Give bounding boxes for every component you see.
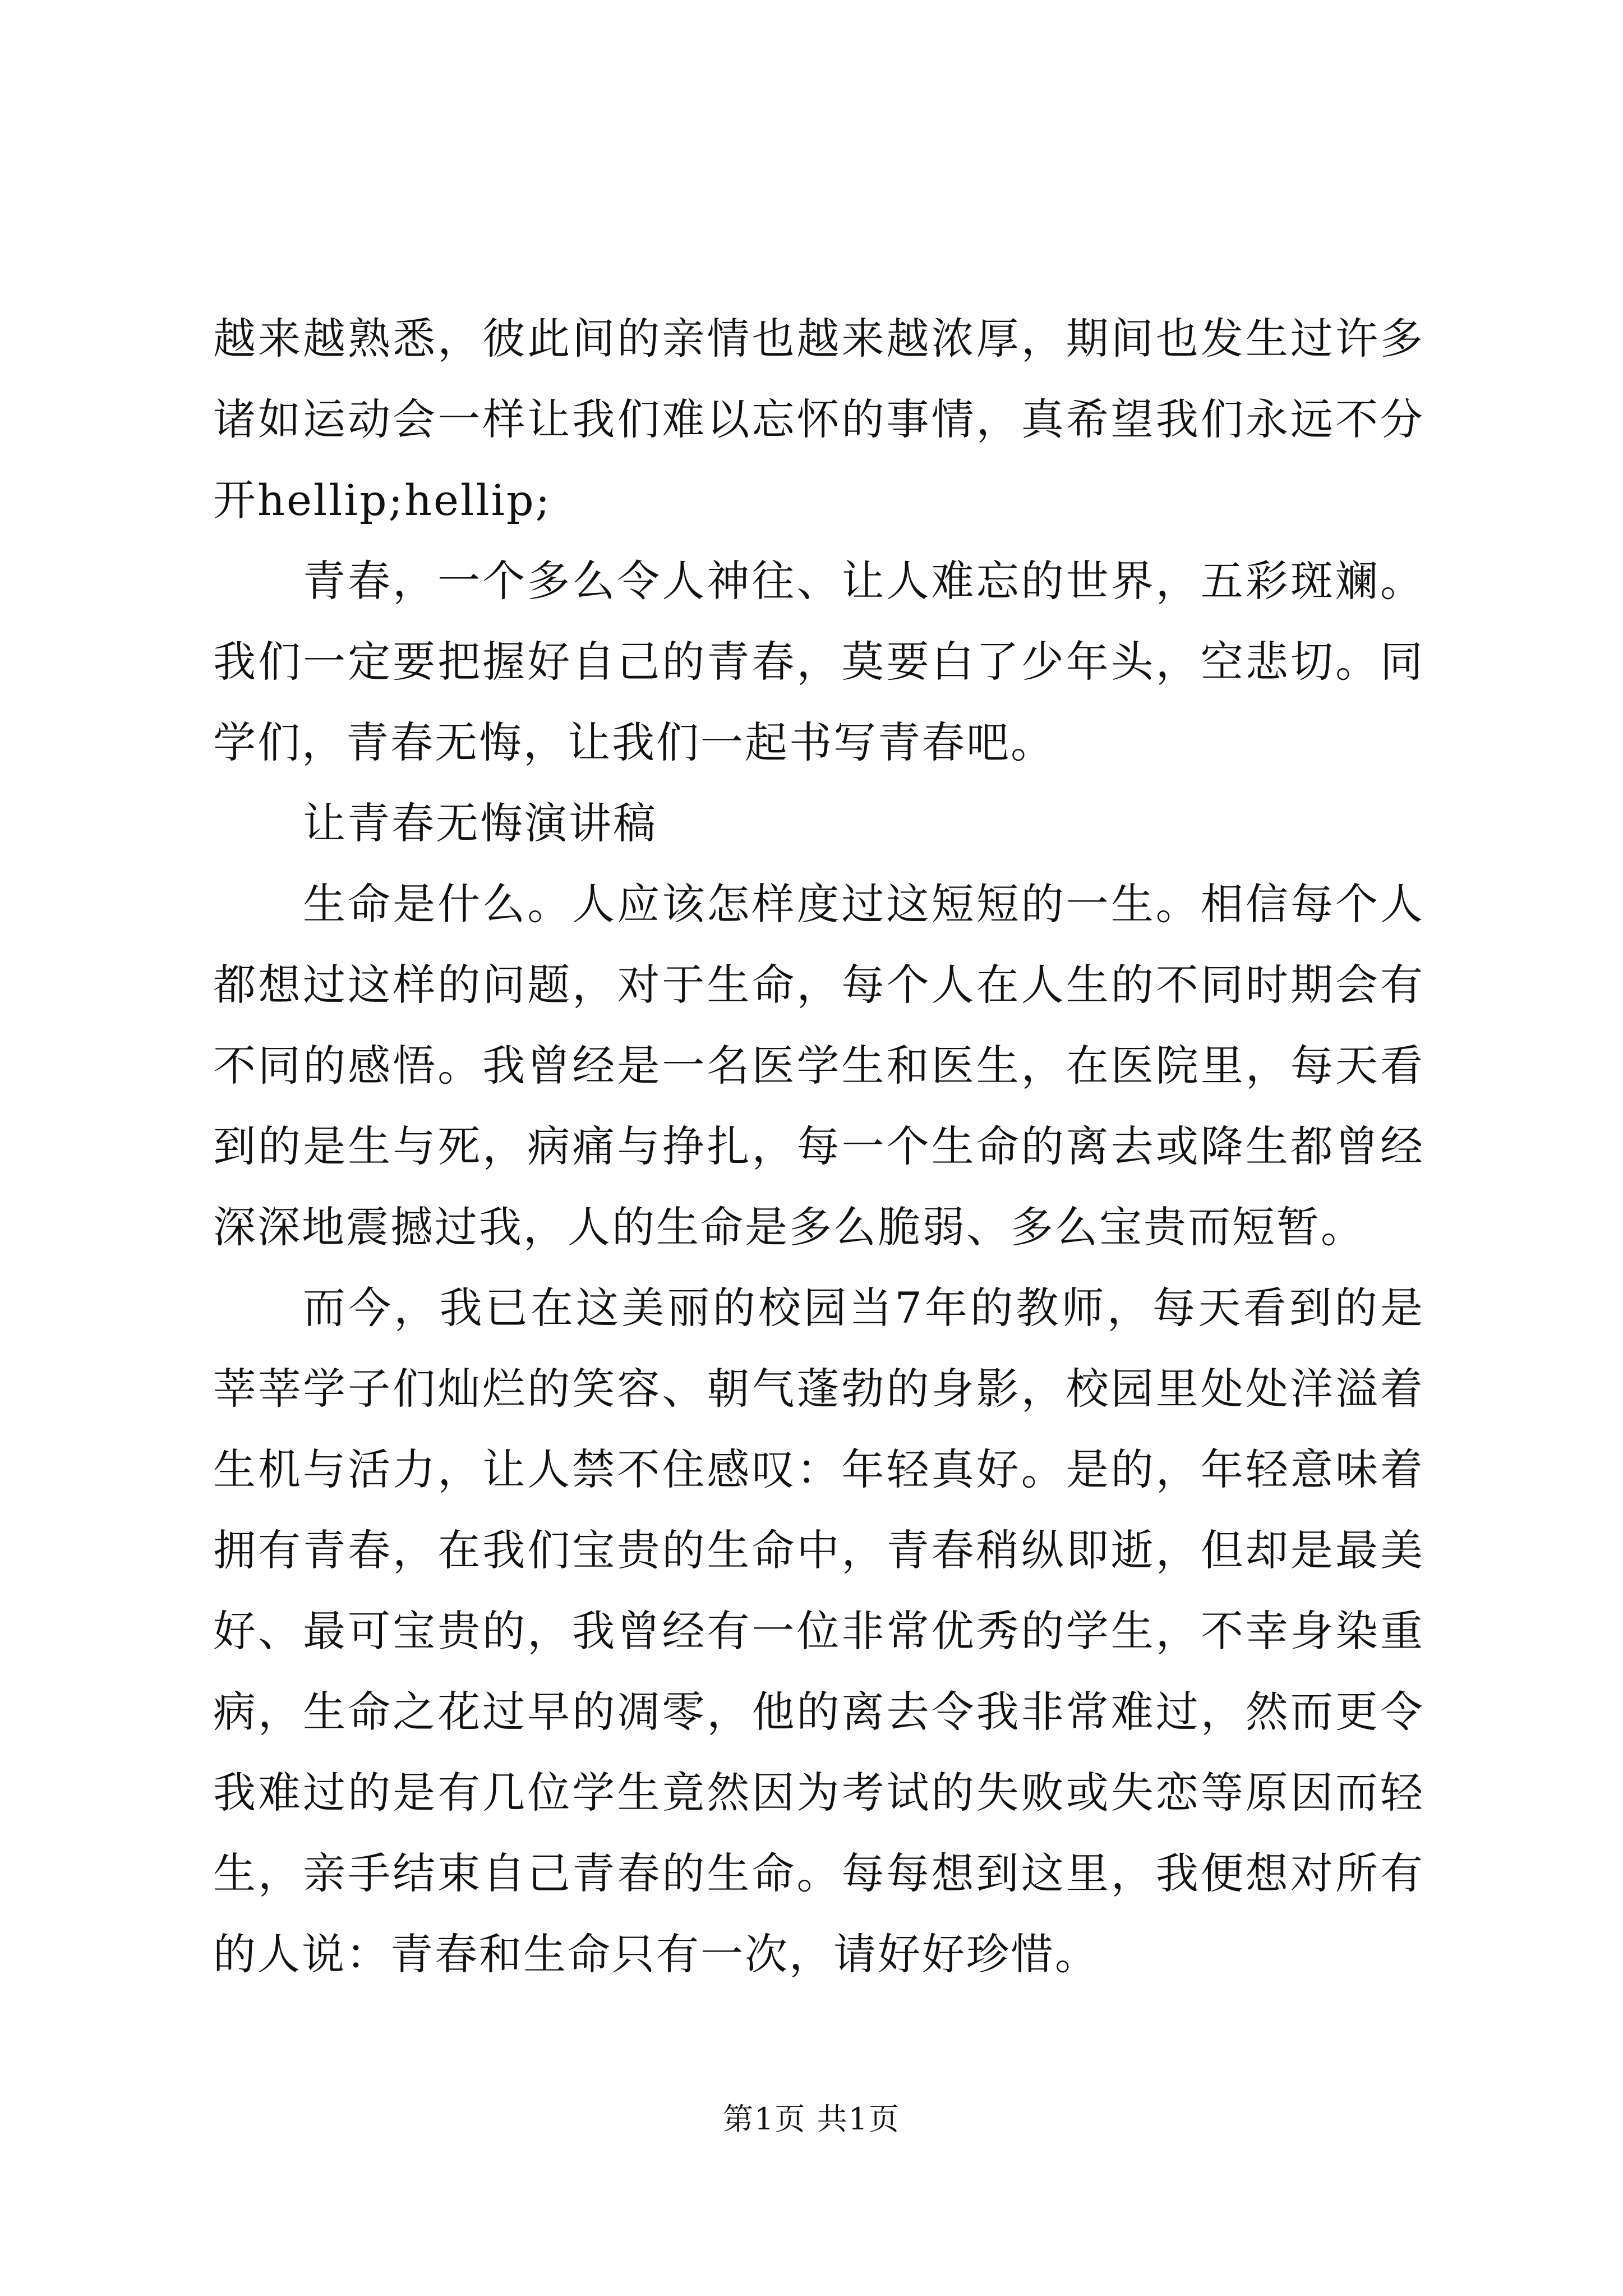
paragraph-continued: 越来越熟悉，彼此间的亲情也越来越浓厚，期间也发生过许多诸如运动会一样让我们难以忘怀的事情，真希望我们永远不分开hellip;hellip; [213, 314, 1424, 525]
document-body [213, 298, 1424, 1995]
page-footer: 第1页 共1页 [723, 2101, 900, 2137]
paragraph-campus: 而今，我已在这美丽的校园当7年的教师，每天看到的是莘莘学子们灿烂的笑容、朝气蓬勃的身影，校园里处处洋溢着生机与活力，让人禁不住感叹：年轻真好。是的，年轻意味着拥有青春，在我们宝贵的生命中，青春稍纵即逝，但却是最美好、最可宝贵的，我曾经有一位非常优秀的学生，不幸身染重病，生命之花过早的凋零，他的离去令我非常难过，然而更令我难过的是有几位学生竟然因为考试的失败或失恋等原因而轻生，亲手结束自己青春的生命。每每想到这里，我便想对所有的人说：青春和生命只有一次，请好好珍惜。 [213, 1283, 1424, 1979]
section-title: 让青春无悔演讲稿 [303, 798, 657, 848]
paragraph-life: 生命是什么。人应该怎样度过这短短的一生。相信每个人都想过这样的问题，对于生命，每个人在人生的不同时期会有不同的感悟。我曾经是一名医学生和医生，在医院里，每天看到的是生与死，病痛与挣扎，每一个生命的离去或降生都曾经深深地震撼过我，人的生命是多么脆弱、多么宝贵而短暂。 [213, 879, 1424, 1252]
paragraph-youth: 青春，一个多么令人神往、让人难忘的世界，五彩斑斓。我们一定要把握好自己的青春，莫要白了少年头，空悲切。同学们，青春无悔，让我们一起书写青春吧。 [213, 556, 1424, 767]
